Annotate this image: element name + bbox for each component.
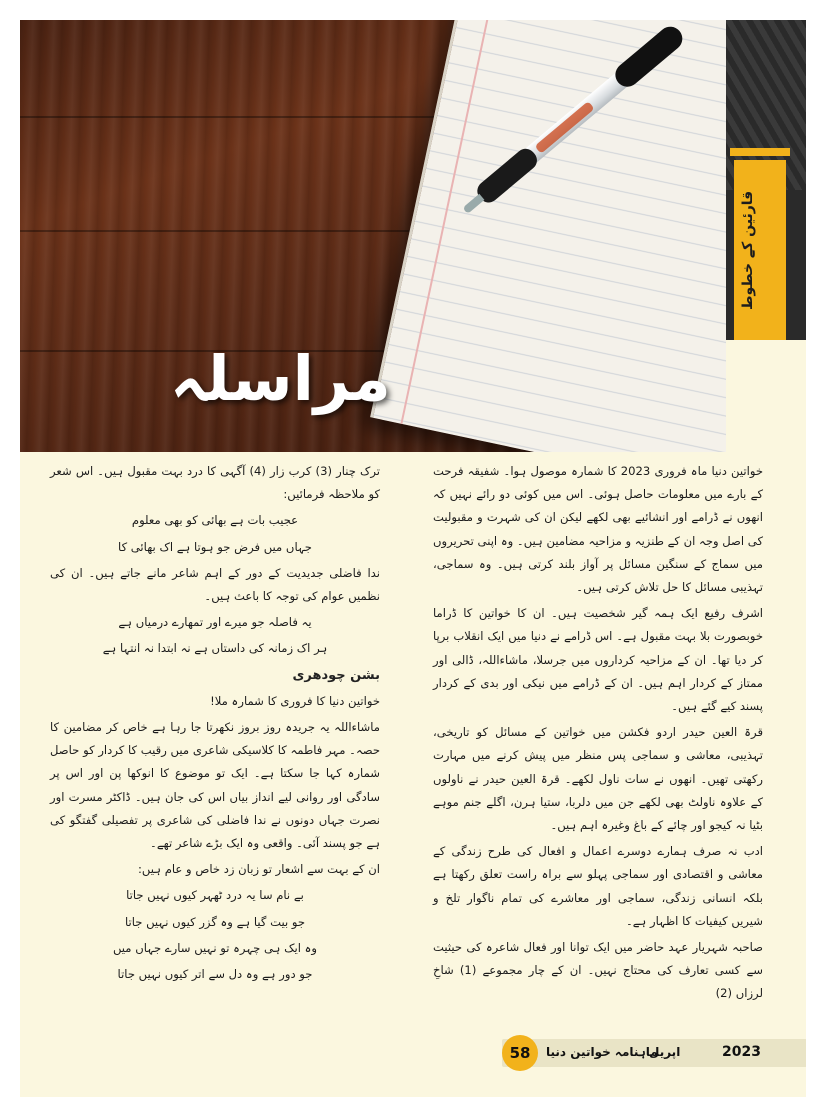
- verse-line: جو دور ہے وہ دل سے اتر کیوں نہیں جاتا: [117, 967, 313, 982]
- paragraph: قرۃ العین حیدر اردو فکشن میں خواتین کے مسائل کو تاریخی، تہذیبی، معاشی و سماجی پس منظر میں پیش کرنے میں مہارت رکھتی تھیں۔ انھوں نے سات ناول لکھے۔ قرۃ العین حیدر نے ناولوں کے علاوہ ناولٹ بھی لکھے جن میں دلربا، ستیا ہرن، اگلے جنم موہے بٹیا نہ کیجو اور چائے کے باغ وغیرہ اہم ہیں۔: [433, 725, 763, 833]
- left-column: [50, 460, 380, 989]
- verse-line: جہاں میں فرض جو ہوتا ہے اک بھائی کا: [118, 539, 312, 554]
- accent-stripe: [730, 148, 790, 156]
- verse-line: ہر اک زمانہ کی داستاں ہے نہ ابتدا نہ انتہا ہے: [102, 641, 328, 656]
- verse-line: عجیب بات ہے بھائی کو بھی معلوم: [131, 513, 299, 528]
- verse-line: جو بیت گیا ہے وہ گزر کیوں نہیں جاتا: [124, 914, 306, 929]
- paragraph: ادب نہ صرف ہمارے دوسرے اعمال و افعال کی طرح زندگی کے معاشی و اقتصادی اور سماجی پہلو سے براہ راست تعلق رکھتا ہے بلکہ انسانی زندگی، سماجی اور معاشرے کی تمام ناگوار تلخ و شیریں کیفیات کا اظہار ہے۔: [433, 844, 763, 928]
- verse-line: وہ ایک ہی چہرہ تو نہیں سارے جہاں میں: [112, 940, 318, 955]
- verse-line: بے نام سا یہ درد ٹھہر کیوں نہیں جاتا: [126, 888, 304, 903]
- sidebar-label: قارئین کے خطوط: [740, 190, 756, 310]
- paragraph: ان کے بہت سے اشعار تو زبان زد خاص و عام ہیں:: [138, 862, 380, 877]
- letter-opening: خواتین دنیا کا فروری کا شمارہ ملا!: [210, 693, 380, 708]
- issue-month: اپریل: [649, 1045, 681, 1059]
- hero-image: [20, 20, 726, 452]
- sidebar-tab: [726, 20, 806, 340]
- paragraph: ندا فاضلی جدیدیت کے دور کے اہم شاعر مانے جاتے ہیں۔ ان کی نظمیں عوام کی توجہ کا باعث ہیں۔: [50, 565, 380, 604]
- paragraph: ماشاءاللہ یہ جریدہ روز بروز نکھرتا جا رہا ہے خاص کر مضامین کا حصہ۔ مہر فاطمہ کا کلاسیکی شاعری میں رقیب کا کردار کو حاصل شمارہ کہا جا سکتا ہے۔ ایک تو موضوع کا انوکھا پن اور اس پر سادگی اور روانی لیے انداز بیاں اس کی جان ہیں۔ ڈاکٹر مسرت اور نصرت جہاں دونوں نے ندا فاضلی کی شاعری پر تفصیلی گفتگو کی ہے جو پسند آئی۔ واقعی وہ ایک بڑے شاعر تھے۔: [50, 720, 380, 851]
- section-title: مراسلہ: [170, 342, 391, 415]
- pen-tip: [462, 194, 484, 214]
- paragraph: صاحبہ شہریار عہد حاضر میں ایک توانا اور فعال شاعرہ کی حیثیت سے کسی تعارف کی محتاج نہیں۔ ان کے چار مجموعے (1) شاخِ لرزاں (2): [433, 940, 763, 1001]
- magazine-name: ماہنامہ خواتین دنیا: [546, 1045, 658, 1059]
- author-signature: بشن چودھری: [292, 667, 380, 683]
- paragraph: خواتین دنیا ماہ فروری 2023 کا شمارہ موصول ہوا۔ شفیقہ فرحت کے بارے میں معلومات حاصل ہوئی۔ اس میں کوئی دو رائے نہیں کہ انھوں نے ڈرامے اور انشائیے بھی لکھے لیکن ان کی شہرت و مقبولیت کی اصل وجہ ان کے طنزیہ و مزاحیہ مضامین ہیں۔ وہ اپنی تحریروں میں سماج کے سنگین مسائل پر آواز بلند کرتی ہیں۔ وہ سماجی، تہذیبی مسائل کا حل تلاش کرتی ہیں۔: [433, 464, 763, 595]
- right-column: [433, 460, 763, 1009]
- notebook-margin-line: [400, 20, 500, 424]
- notebook-illustration: [370, 20, 726, 452]
- page-footer: [502, 1035, 806, 1071]
- page-number: 58: [502, 1035, 538, 1071]
- paragraph: اشرف رفیع ایک ہمہ گیر شخصیت ہیں۔ ان کا خواتین کا ڈراما خوبصورت بلا بہت مقبول ہے۔ اس ڈرامے نے دنیا میں ایک انقلاب برپا کر دیا تھا۔ ان کے مزاحیہ کرداروں میں جرسلا، ماشاءاللہ، ڈالی اور ممتاز کے کردار اہم ہیں۔ ان کے ڈرامے میں نیکی اور بدی کے کردار پسند کیے گئے ہیں۔: [433, 606, 763, 714]
- paragraph: ترک چنار (3) کرب زار (4) آگہی کا درد بہت مقبول ہیں۔ اس شعر کو ملاحظہ فرمائیں:: [50, 464, 381, 502]
- issue-year: 2023: [722, 1044, 761, 1060]
- page: [20, 20, 806, 1097]
- verse-line: یہ فاصلہ جو میرے اور تمھارے درمیاں ہے: [118, 615, 312, 630]
